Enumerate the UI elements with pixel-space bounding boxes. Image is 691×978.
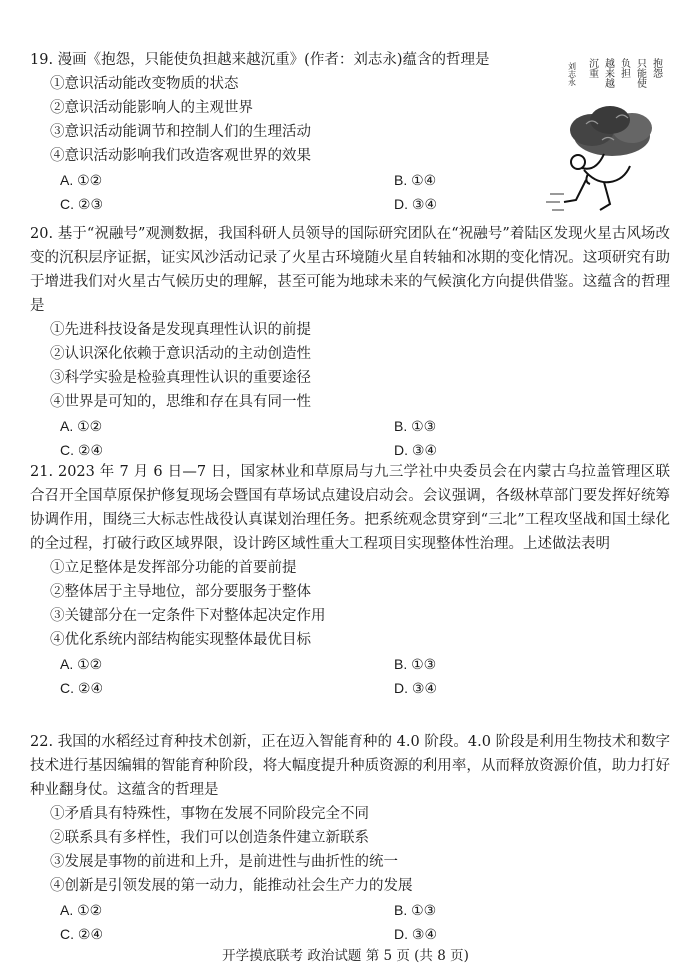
question-19-stem: 19. 漫画《抱怨，只能使负担越来越沉重》(作者：刘志永)蕴含的哲理是 — [30, 52, 490, 68]
question-20-option-3: ③科学实验是检验真理性认识的重要途径 — [50, 370, 311, 386]
cartoon-title-line-2: 只能使 — [634, 58, 646, 88]
cartoon-title-line-5: 沉重 — [586, 58, 598, 78]
question-21 — [30, 460, 670, 700]
question-22-choice-a: A. ①② — [60, 902, 103, 918]
question-21-choice-a: A. ①② — [60, 656, 103, 672]
question-19-option-1: ①意识活动能改变物质的状态 — [50, 76, 239, 92]
question-20-stem: 20. 基于“祝融号”观测数据，我国科研人员领导的国际研究团队在“祝融号”着陆区发现火星古风场改变的沉积层序证据，证实风沙活动记录了火星古环境随火星自转轴和冰期的变化情况。这项研究有助于增进我们对火星古气候历史的理解，甚至可能为地球未来的气候演化方向提供借鉴。这蕴含的哲理是 — [30, 226, 670, 314]
question-20-option-2: ②认识深化依赖于意识活动的主动创造性 — [50, 346, 311, 362]
question-22-choice-c: C. ②④ — [60, 926, 103, 942]
question-19-option-2: ②意识活动能影响人的主观世界 — [50, 100, 253, 116]
question-22 — [30, 730, 670, 946]
question-22-stem: 22. 我国的水稻经过育种技术创新，正在迈入智能育种的 4.0 阶段。4.0 阶段是利用生物技术和数字技术进行基因编辑的智能育种阶段，将大幅度提升种质资源的利用率，从而释放资源价值，助力打好种业翻身仗。这蕴含的哲理是 — [30, 734, 670, 798]
question-19-choices — [60, 168, 530, 216]
question-20-option-4: ④世界是可知的，思维和存在具有同一性 — [50, 394, 311, 410]
cartoon-title-line-3: 负担 — [618, 58, 630, 78]
question-19 — [30, 48, 530, 216]
question-22-option-1: ①矛盾具有特殊性，事物在发展不同阶段完全不同 — [50, 806, 369, 822]
burdened-person-figure — [564, 154, 630, 210]
cartoon-title — [567, 57, 663, 88]
question-20 — [30, 222, 670, 462]
question-20-choice-a: A. ①② — [60, 418, 103, 434]
complaint-cartoon-drawing — [532, 44, 672, 220]
question-22-option-2: ②联系具有多样性，我们可以创造条件建立新联系 — [50, 830, 369, 846]
question-21-stem: 21. 2023 年 7 月 6 日—7 日，国家林业和草原局与九三学社中央委员会在内蒙古乌拉盖管理区联合召开全国草原保护修复现场会暨国有草场试点建设启动会。会议强调，各级林草部门要发挥好统筹协调作用，围绕三大标志性战役认真谋划治理任务。把系统观念贯穿到“三北”工程攻坚战和国土绿化的全过程，打破行政区域界限，设计跨区域性重大工程项目实现整体性治理。上述做法表明 — [30, 464, 670, 552]
question-19-choice-b: B. ①④ — [394, 172, 437, 188]
question-19-option-3: ③意识活动能调节和控制人们的生理活动 — [50, 124, 311, 140]
question-20-option-1: ①先进科技设备是发现真理性认识的前提 — [50, 322, 311, 338]
question-21-choice-d: D. ③④ — [394, 680, 437, 696]
question-19-choice-d: D. ③④ — [394, 196, 437, 212]
question-21-option-3: ③关键部分在一定条件下对整体起决定作用 — [50, 608, 326, 624]
cartoon-signature: 刘志永 — [567, 62, 577, 86]
question-22-choice-d: D. ③④ — [394, 926, 437, 942]
motion-lines — [546, 194, 564, 210]
question-20-choice-b: B. ①③ — [394, 418, 437, 434]
question-21-choice-c: C. ②④ — [60, 680, 103, 696]
question-20-choices — [60, 414, 670, 462]
question-20-choice-d: D. ③④ — [394, 442, 437, 458]
question-19-choice-a: A. ①② — [60, 172, 103, 188]
question-20-choice-c: C. ②④ — [60, 442, 103, 458]
question-21-option-4: ④优化系统内部结构能实现整体最优目标 — [50, 632, 311, 648]
question-22-option-3: ③发展是事物的前进和上升，是前进性与曲折性的统一 — [50, 854, 398, 870]
question-19-option-4: ④意识活动影响我们改造客观世界的效果 — [50, 148, 311, 164]
question-22-choices — [60, 898, 670, 946]
cartoon-title-line-4: 越来越 — [602, 58, 614, 88]
question-21-option-1: ①立足整体是发挥部分功能的首要前提 — [50, 560, 297, 576]
question-21-choice-b: B. ①③ — [394, 656, 437, 672]
cartoon-title-line-1: 抱怨 — [650, 58, 662, 78]
question-22-option-4: ④创新是引领发展的第一动力，能推动社会生产力的发展 — [50, 878, 413, 894]
question-22-choice-b: B. ①③ — [394, 902, 437, 918]
dark-cloud-icon — [570, 106, 652, 156]
question-21-option-2: ②整体居于主导地位，部分要服务于整体 — [50, 584, 311, 600]
cartoon-illustration — [532, 44, 672, 220]
page-footer: 开学摸底联考 政治试题 第 5 页 (共 8 页) — [222, 948, 469, 964]
question-19-choice-c: C. ②③ — [60, 196, 103, 212]
question-21-choices — [60, 652, 670, 700]
